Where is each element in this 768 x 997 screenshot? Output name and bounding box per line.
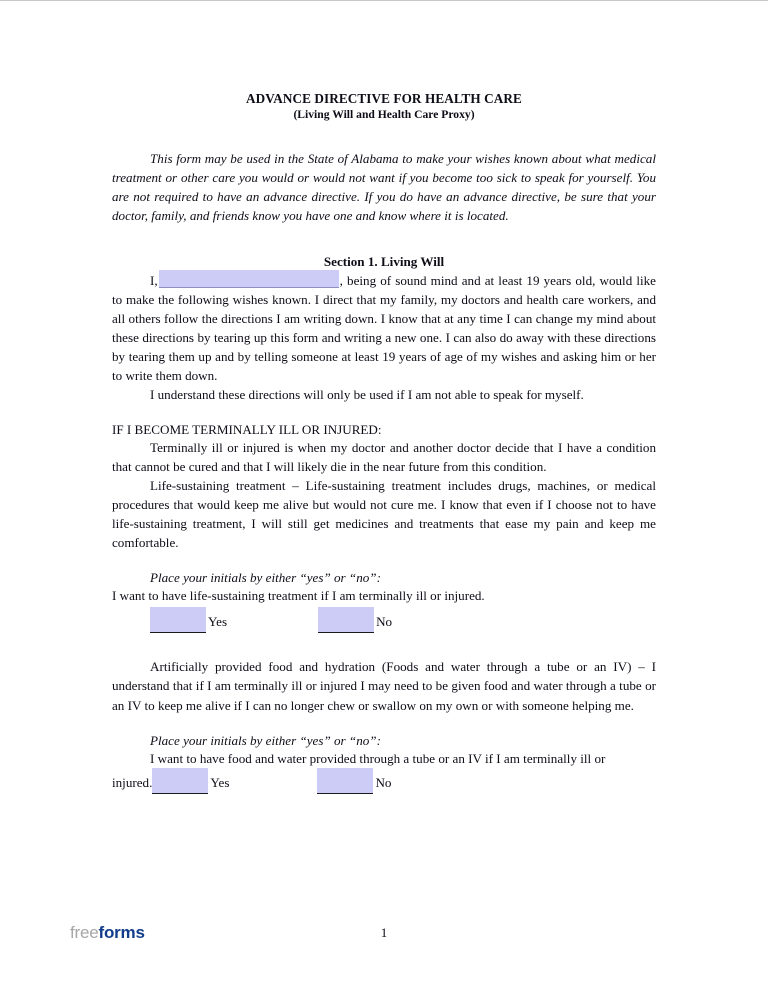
food-initials-row [112,768,656,798]
life-sustaining-no-input[interactable] [318,607,374,633]
page-footer [0,919,768,997]
food-no-label: No [375,774,392,790]
page-title: ADVANCE DIRECTIVE FOR HEALTH CARE [246,91,522,106]
life-sustaining-initials-row [112,607,656,637]
initials-instruction-2: Place your initials by either “yes” or “no”: [150,732,381,748]
life-sustaining-yes-label: Yes [208,614,228,630]
food-statement-line1: I want to have food and water provided through a tube or an IV if I am terminally ill or [150,750,606,766]
understand-paragraph: I understand these directions will only be used if I am not able to speak for myself. [150,387,584,403]
para-i-prefix: I, [150,272,158,288]
logo-text-forms: forms [98,923,145,942]
food-yes-label: Yes [210,774,230,790]
page-number: 1 [380,925,388,940]
section-1-heading: Section 1. Living Will [323,253,445,269]
terminally-ill-definition: Terminally ill or injured is when my doctor and another doctor decide that I have a condition that cannot be cured and that I will likely die in the near future from this condition. [112,440,656,475]
intro-paragraph: This form may be used in the State of Alabama to make your wishes known about what medical treatment or other care you would or would not want if you become too sick to speak for yourself. You are not required to have an advance directive. If you do have an advance directive, be sure that your doctor, family, and friends know you have one and know where it is located. [112,150,656,223]
food-statement-line2: injured. [112,774,153,790]
living-will-paragraph [112,270,656,385]
para-i-suffix: , being of sound mind and at least 19 years old, would like to make the following wishes known. I direct that my family, my doctors and health care workers, and all others follow the directions I am writing down. I know that at any time I can change my mind about these directions by tearing up this form and writing a new one. I can also do away with these directions by tearing them up and by telling someone at least 19 years of age of my wishes and asking him or her to write them down. [112,272,656,383]
initials-instruction-1: Place your initials by either “yes” or “no”: [150,570,381,586]
document-content [112,1,656,798]
food-hydration-definition: Artificially provided food and hydration (Foods and water through a tube or an IV) – I understand that if I am terminally ill or injured I may need to be given food and water through a tube or an IV to keep me alive if I can no longer chew or swallow on my own or with someone helping me. [112,659,656,713]
life-sustaining-no-label: No [376,614,393,630]
food-no-input[interactable] [317,768,373,794]
food-yes-input[interactable] [152,768,208,794]
life-sustaining-statement: I want to have life-sustaining treatment if I am terminally ill or injured. [112,588,485,604]
life-sustaining-definition: Life-sustaining treatment – Life-sustaining treatment includes drugs, machines, or medical procedures that would keep me alive but would not cure me. I know that even if I choose not to have life-sustaining treatment, I will still get medicines and treatments that ease my pain and keep me comfortable. [112,478,656,551]
terminally-ill-heading: IF I BECOME TERMINALLY ILL OR INJURED: [112,422,382,438]
logo-text-free: free [70,923,99,942]
name-input[interactable] [159,270,339,288]
life-sustaining-yes-input[interactable] [150,607,206,633]
page-subtitle: (Living Will and Health Care Proxy) [293,108,475,122]
